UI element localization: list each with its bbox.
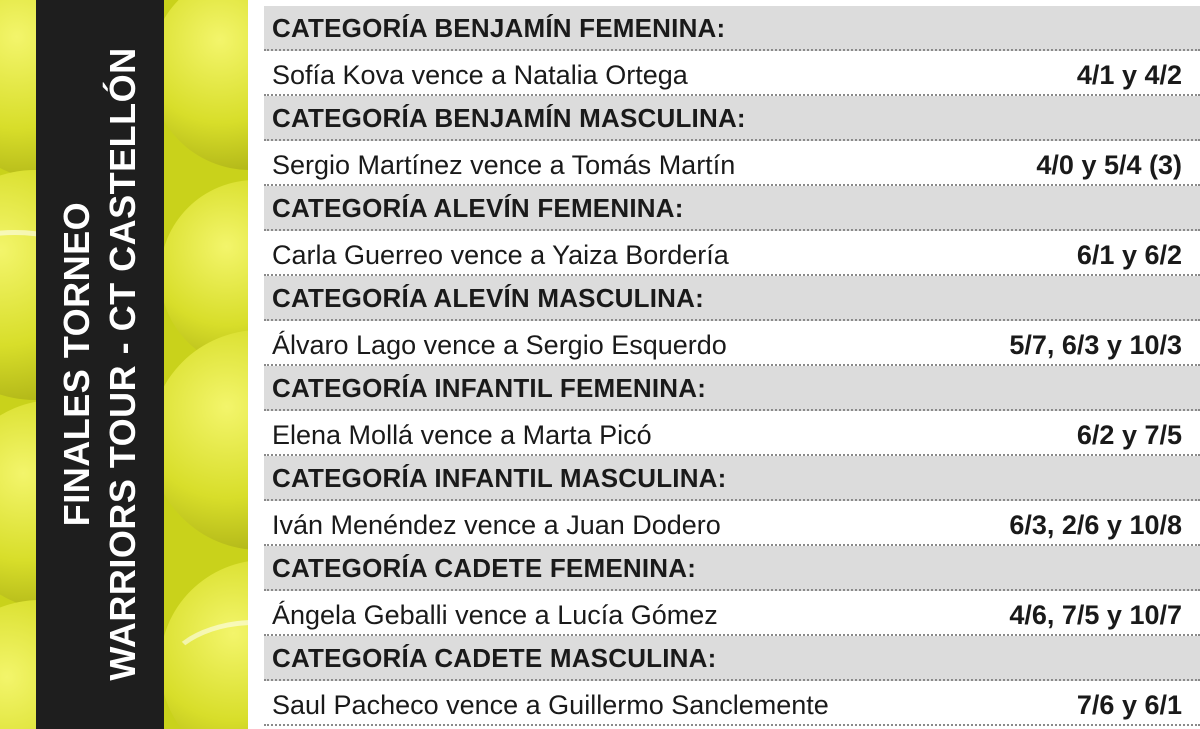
match-row [264,51,1200,96]
category-row [264,546,1200,591]
sidebar-title [54,47,146,680]
match-score: 7/6 y 6/1 [1076,690,1182,720]
tennis-ball-icon [150,330,248,550]
category-row [264,276,1200,321]
category-label: CATEGORÍA ALEVÍN FEMENINA: [272,193,684,223]
category-label: CATEGORÍA INFANTIL MASCULINA: [272,463,727,493]
match-score: 6/3, 2/6 y 10/8 [1009,510,1182,540]
category-label: CATEGORÍA CADETE FEMENINA: [272,553,697,583]
match-score: 4/0 y 5/4 (3) [1036,150,1182,180]
match-text: Elena Mollá vence a Marta Picó [272,420,652,450]
match-score: 6/2 y 7/5 [1076,420,1182,450]
match-text: Ángela Geballi vence a Lucía Gómez [272,600,718,630]
match-text: Iván Menéndez vence a Juan Dodero [272,510,721,540]
match-text: Álvaro Lago vence a Sergio Esquerdo [272,330,727,360]
match-row [264,681,1200,726]
match-row [264,501,1200,546]
category-row [264,636,1200,681]
match-score: 4/6, 7/5 y 10/7 [1009,600,1182,630]
sidebar-panel [0,0,248,729]
match-row [264,231,1200,276]
match-score: 5/7, 6/3 y 10/3 [1009,330,1182,360]
match-text: Sofía Kova vence a Natalia Ortega [272,60,688,90]
tennis-ball-icon [150,0,248,170]
match-score: 6/1 y 6/2 [1076,240,1182,270]
category-label: CATEGORÍA CADETE MASCULINA: [272,643,717,673]
category-row [264,366,1200,411]
sidebar-title-line-2: WARRIORS TOUR - CT CASTELLÓN [102,47,143,681]
category-label: CATEGORÍA INFANTIL FEMENINA: [272,373,707,403]
category-row [264,6,1200,51]
category-label: CATEGORÍA BENJAMÍN MASCULINA: [272,103,746,133]
category-row [264,96,1200,141]
match-row [264,591,1200,636]
match-score: 4/1 y 4/2 [1076,60,1182,90]
sidebar-title-line-1: FINALES TORNEO [56,201,97,527]
match-text: Sergio Martínez vence a Tomás Martín [272,150,736,180]
match-text: Saul Pacheco vence a Guillermo Sanclemente [272,690,829,720]
category-label: CATEGORÍA BENJAMÍN FEMENINA: [272,13,726,43]
match-row [264,141,1200,186]
category-row [264,456,1200,501]
category-row [264,186,1200,231]
match-row [264,321,1200,366]
match-text: Carla Guerreo vence a Yaiza Bordería [272,240,729,270]
category-label: CATEGORÍA ALEVÍN MASCULINA: [272,283,704,313]
match-row [264,411,1200,456]
results-table [264,6,1200,726]
